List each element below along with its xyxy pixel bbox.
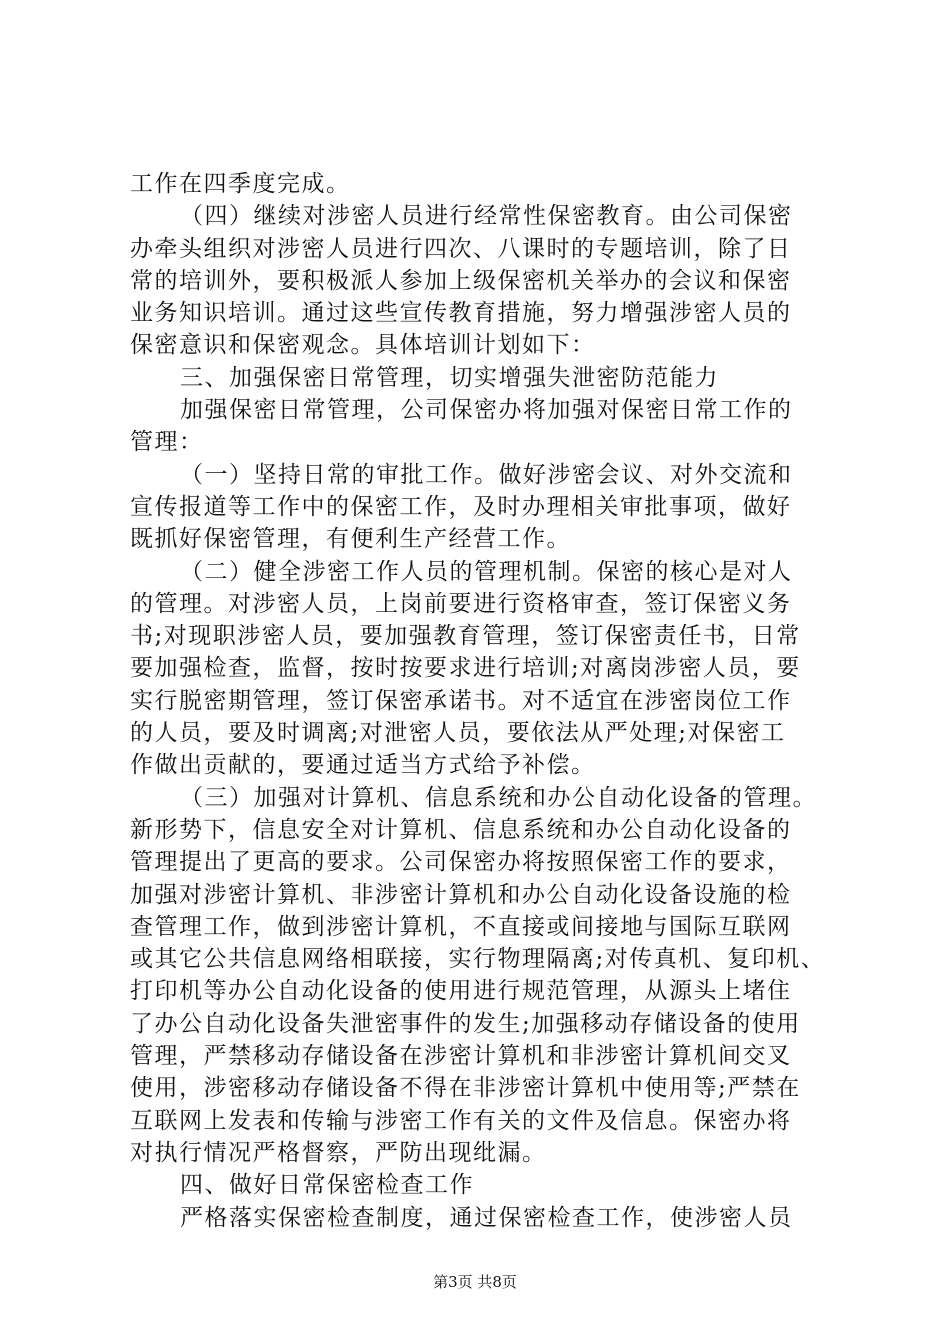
text-line: 对执行情况严格督察，严防出现纰漏。 [130, 1139, 547, 1166]
text-line: 的管理。对涉密人员，上岗前要进行资格审查，签订保密义务 [130, 590, 792, 617]
text-line: 书;对现职涉密人员，要加强教育管理，签订保密责任书，日常 [130, 623, 801, 650]
text-line: 作做出贡献的，要通过适当方式给予补偿。 [130, 752, 596, 779]
text-line: （二）健全涉密工作人员的管理机制。保密的核心是对人 [180, 558, 793, 585]
document-body [130, 168, 830, 1234]
page-footer: 第3页 共8页 [433, 1273, 517, 1291]
text-line: 业务知识培训。通过这些宣传教育措施，努力增强涉密人员的 [130, 300, 792, 327]
text-line: 要加强检查，监督，按时按要求进行培训;对离岗涉密人员，要 [130, 655, 801, 682]
text-line: 四、做好日常保密检查工作 [180, 1172, 474, 1199]
text-line: 的人员，要及时调离;对泄密人员，要依法从严处理;对保密工 [130, 720, 786, 747]
text-line: 查管理工作，做到涉密计算机，不直接或间接地与国际互联网 [130, 913, 792, 940]
text-line: 常的培训外，要积极派人参加上级保密机关举办的会议和保密 [130, 267, 792, 294]
text-line: （四）继续对涉密人员进行经常性保密教育。由公司保密 [180, 203, 793, 230]
text-line: 办牵头组织对涉密人员进行四次、八课时的专题培训，除了日 [130, 235, 792, 262]
text-line: 保密意识和保密观念。具体培训计划如下： [130, 332, 596, 359]
text-line: 宣传报道等工作中的保密工作，及时办理相关审批事项，做好 [130, 493, 792, 520]
text-line: 新形势下，信息安全对计算机、信息系统和办公自动化设备的 [130, 816, 792, 843]
text-line: 了办公自动化设备失泄密事件的发生;加强移动存储设备的使用 [130, 1010, 801, 1037]
text-line: 实行脱密期管理，签订保密承诺书。对不适宜在涉密岗位工作 [130, 687, 792, 714]
text-line: 工作在四季度完成。 [130, 171, 351, 197]
text-line: 三、加强保密日常管理，切实增强失泄密防范能力 [180, 364, 719, 391]
text-line: 互联网上发表和传输与涉密工作有关的文件及信息。保密办将 [130, 1107, 792, 1134]
text-line: 加强保密日常管理，公司保密办将加强对保密日常工作的 [180, 397, 793, 424]
text-line: 使用，涉密移动存储设备不得在非涉密计算机中使用等;严禁在 [130, 1075, 801, 1102]
text-line: 加强对涉密计算机、非涉密计算机和办公自动化设备设施的检 [130, 881, 792, 908]
text-line: 管理： [130, 429, 204, 456]
text-line: 打印机等办公自动化设备的使用进行规范管理，从源头上堵住 [130, 978, 792, 1005]
text-line: 既抓好保密管理，有便利生产经营工作。 [130, 526, 571, 553]
text-line: 严格落实保密检查制度，通过保密检查工作，使涉密人员 [180, 1204, 793, 1231]
text-line: （三）加强对计算机、信息系统和办公自动化设备的管理。 [180, 784, 817, 811]
text-line: 或其它公共信息网络相联接，实行物理隔离;对传真机、复印机、 [130, 946, 826, 973]
text-line: （一）坚持日常的审批工作。做好涉密会议、对外交流和 [180, 461, 793, 488]
text-line: 管理，严禁移动存储设备在涉密计算机和非涉密计算机间交叉 [130, 1043, 792, 1070]
text-line: 管理提出了更高的要求。公司保密办将按照保密工作的要求， [130, 849, 792, 876]
